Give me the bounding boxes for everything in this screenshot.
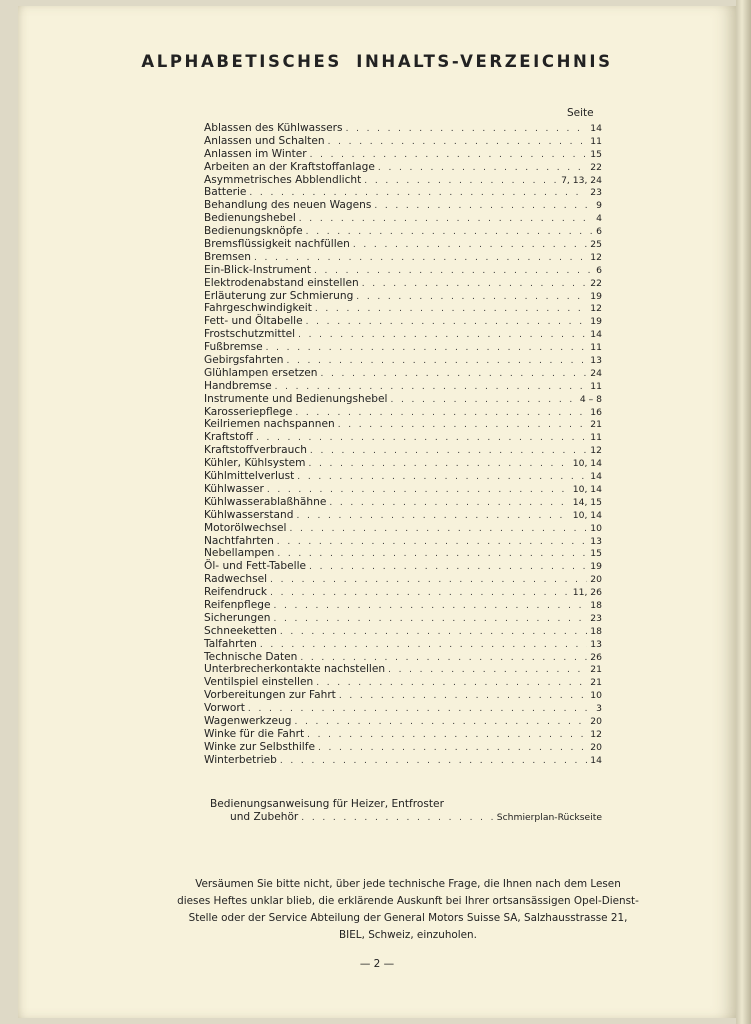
entry-page: 6 bbox=[596, 226, 602, 238]
index-entry bbox=[204, 431, 602, 444]
entry-label: Reifendruck bbox=[204, 586, 268, 599]
notice-line: Versäumen Sie bitte nicht, über jede technische Frage, die Ihnen nach dem Lesen bbox=[195, 878, 621, 890]
leader-dots bbox=[277, 536, 588, 549]
index-entry bbox=[204, 212, 602, 225]
entry-page: 15 bbox=[590, 548, 602, 560]
index-entry bbox=[204, 135, 602, 148]
index-entry bbox=[204, 174, 602, 187]
index-entry bbox=[204, 689, 602, 702]
entry-label: Talfahrten bbox=[204, 637, 257, 650]
entry-page: 11, 26 bbox=[572, 587, 602, 599]
entry-label: Frostschutzmittel bbox=[204, 328, 296, 341]
entry-page: 11 bbox=[590, 380, 602, 392]
leader-dots bbox=[329, 497, 569, 510]
index-entry bbox=[204, 728, 602, 741]
index-entry bbox=[204, 225, 602, 238]
entry-page: 12 bbox=[590, 303, 602, 315]
special-entry bbox=[210, 798, 602, 824]
leader-dots bbox=[378, 162, 587, 175]
entry-label: Bedienungsknöpfe bbox=[204, 225, 303, 238]
leader-dots bbox=[309, 458, 570, 471]
entry-page: 20 bbox=[590, 741, 602, 753]
entry-label: Motorölwechsel bbox=[204, 521, 287, 534]
leader-dots bbox=[280, 755, 587, 768]
leader-dots bbox=[290, 523, 588, 536]
leader-dots bbox=[294, 716, 587, 729]
index-entry bbox=[204, 186, 602, 199]
entry-label: Vorwort bbox=[204, 702, 245, 715]
entry-page: 10, 14 bbox=[572, 458, 602, 470]
leader-dots bbox=[374, 200, 593, 213]
leader-dots bbox=[270, 587, 570, 600]
entry-page: 4 – 8 bbox=[579, 393, 602, 405]
entry-page: 12 bbox=[590, 728, 602, 740]
index-entry bbox=[204, 354, 602, 367]
index-entry bbox=[204, 444, 602, 457]
index-entry bbox=[204, 264, 602, 277]
index-entry bbox=[204, 290, 602, 303]
index-entry bbox=[204, 535, 602, 548]
index-entry bbox=[204, 315, 602, 328]
entry-label: Bremsen bbox=[204, 250, 251, 263]
index-entry bbox=[204, 741, 602, 754]
entry-page: 4 bbox=[596, 213, 602, 225]
leader-dots bbox=[248, 703, 593, 716]
entry-label: Ventilspiel einstellen bbox=[204, 676, 314, 689]
index-entry bbox=[204, 328, 602, 341]
index-entry bbox=[204, 547, 602, 560]
entry-page: 7, 13, 24 bbox=[561, 174, 602, 186]
leader-dots bbox=[295, 407, 587, 420]
leader-dots bbox=[307, 729, 587, 742]
index-entry bbox=[204, 393, 602, 406]
index-entry bbox=[204, 522, 602, 535]
index-entry bbox=[204, 277, 602, 290]
entry-page: 12 bbox=[590, 251, 602, 263]
entry-page: 16 bbox=[590, 406, 602, 418]
entry-label: Erläuterung zur Schmierung bbox=[204, 289, 354, 302]
entry-page: 3 bbox=[596, 703, 602, 715]
leader-dots bbox=[362, 278, 588, 291]
index-entry bbox=[204, 418, 602, 431]
entry-label: Kühlwasser bbox=[204, 482, 264, 495]
index-entry bbox=[204, 651, 602, 664]
entry-label: Kühler, Kühlsystem bbox=[204, 457, 306, 470]
leader-dots bbox=[318, 742, 587, 755]
entry-page: 14, 15 bbox=[572, 496, 602, 508]
document-page bbox=[18, 6, 736, 1018]
leader-dots bbox=[315, 303, 587, 316]
special-entry-line2: und Zubehör bbox=[230, 811, 299, 823]
entry-label: Anlassen im Winter bbox=[204, 147, 307, 160]
entry-page: 10, 14 bbox=[572, 509, 602, 521]
index-entry bbox=[204, 625, 602, 638]
entry-page: 13 bbox=[590, 638, 602, 650]
entry-page: 14 bbox=[590, 123, 602, 134]
entry-label: Fett- und Öltabelle bbox=[204, 315, 303, 328]
entry-page: 22 bbox=[590, 277, 602, 289]
entry-label: Nachtfahrten bbox=[204, 534, 274, 547]
entry-page: 11 bbox=[590, 135, 602, 147]
entry-page: 18 bbox=[590, 599, 602, 611]
entry-page: 14 bbox=[590, 471, 602, 483]
index-entry bbox=[204, 122, 602, 135]
entry-label: Unterbrecherkontakte nachstellen bbox=[204, 663, 386, 676]
entry-label: Kühlwasserstand bbox=[204, 508, 294, 521]
entry-label: Winke zur Selbsthilfe bbox=[204, 740, 315, 753]
leader-dots bbox=[309, 561, 587, 574]
leader-dots bbox=[339, 690, 587, 703]
entry-page: 23 bbox=[590, 612, 602, 624]
leader-dots bbox=[346, 123, 588, 136]
index-entry bbox=[204, 638, 602, 651]
leader-dots bbox=[338, 419, 588, 432]
index-entry bbox=[204, 612, 602, 625]
leader-dots bbox=[296, 510, 569, 523]
leader-dots bbox=[280, 626, 587, 639]
index-entry bbox=[204, 302, 602, 315]
entry-page: 13 bbox=[590, 535, 602, 547]
page-edge bbox=[736, 0, 751, 1024]
leader-dots bbox=[353, 239, 587, 252]
entry-label: Nebellampen bbox=[204, 547, 275, 560]
leader-dots bbox=[390, 394, 576, 407]
notice-line: Stelle oder der Service Abteilung der General Motors Suisse SA, Salzhausstrasse 21, bbox=[188, 912, 628, 924]
entry-label: Vorbereitungen zur Fahrt bbox=[204, 689, 336, 702]
entry-page: 15 bbox=[590, 148, 602, 160]
entry-label: Winke für die Fahrt bbox=[204, 727, 305, 740]
entry-page: 18 bbox=[590, 625, 602, 637]
entry-page: 13 bbox=[590, 355, 602, 367]
entry-page: 22 bbox=[590, 161, 602, 173]
entry-label: Instrumente und Bedienungshebel bbox=[204, 392, 388, 405]
index-entry bbox=[204, 367, 602, 380]
leader-dots bbox=[277, 548, 587, 561]
index-entry bbox=[204, 715, 602, 728]
entry-label: Schneeketten bbox=[204, 624, 277, 637]
entry-page: 10, 14 bbox=[572, 483, 602, 495]
entry-label: Anlassen und Schalten bbox=[204, 134, 325, 147]
leader-dots bbox=[321, 368, 588, 381]
entry-page: 21 bbox=[590, 664, 602, 676]
leader-dots bbox=[270, 574, 587, 587]
leader-dots bbox=[299, 213, 593, 226]
page-title: ALPHABETISCHES INHALTS-VERZEICHNIS bbox=[141, 52, 613, 71]
leader-dots bbox=[306, 316, 588, 329]
entry-label: Kühlmittelverlust bbox=[204, 470, 295, 483]
entry-label: Ein-Blick-Instrument bbox=[204, 263, 312, 276]
entry-page: 19 bbox=[590, 290, 602, 302]
page-number: — 2 — bbox=[359, 958, 395, 970]
index-entry bbox=[204, 238, 602, 251]
entry-label: Kraftstoff bbox=[204, 431, 253, 444]
leader-dots bbox=[301, 812, 494, 825]
index-entry bbox=[204, 573, 602, 586]
entry-label: Glühlampen ersetzen bbox=[204, 366, 318, 379]
service-notice bbox=[138, 876, 678, 944]
leader-dots bbox=[364, 175, 558, 188]
entry-label: Asymmetrisches Abblendlicht bbox=[204, 173, 362, 186]
entry-page: 24 bbox=[590, 367, 602, 379]
leader-dots bbox=[297, 471, 587, 484]
entry-page: 20 bbox=[590, 715, 602, 727]
index-entry bbox=[204, 251, 602, 264]
leader-dots bbox=[273, 600, 587, 613]
entry-page: 9 bbox=[596, 200, 602, 212]
leader-dots bbox=[310, 445, 587, 458]
entry-label: Batterie bbox=[204, 186, 247, 199]
entry-label: Fahrgeschwindigkeit bbox=[204, 302, 312, 315]
entry-page: 19 bbox=[590, 316, 602, 328]
leader-dots bbox=[273, 613, 587, 626]
leader-dots bbox=[286, 355, 587, 368]
entry-page: 10 bbox=[590, 690, 602, 702]
entry-page: 14 bbox=[590, 329, 602, 341]
entry-label: Reifenpflege bbox=[204, 598, 271, 611]
notice-line: BIEL, Schweiz, einzuholen. bbox=[339, 929, 477, 941]
entry-page: 12 bbox=[590, 445, 602, 457]
entry-label: Technische Daten bbox=[204, 650, 298, 663]
index-entry bbox=[204, 560, 602, 573]
entry-label: Kühlwasserablaßhähne bbox=[204, 495, 327, 508]
leader-dots bbox=[266, 342, 588, 355]
entry-label: Kraftstoffverbrauch bbox=[204, 444, 307, 457]
entry-label: Arbeiten an der Kraftstoffanlage bbox=[204, 160, 375, 173]
index-entry bbox=[204, 754, 602, 767]
entry-label: Ablassen des Kühlwassers bbox=[204, 122, 343, 134]
index-entry bbox=[204, 199, 602, 212]
entry-label: Öl- und Fett-Tabelle bbox=[204, 560, 307, 573]
index-list bbox=[204, 122, 602, 767]
index-entry bbox=[204, 470, 602, 483]
entry-page: 21 bbox=[590, 677, 602, 689]
entry-label: Wagenwerkzeug bbox=[204, 714, 292, 727]
entry-label: Radwechsel bbox=[204, 573, 268, 586]
entry-label: Karosseriepflege bbox=[204, 405, 293, 418]
index-entry bbox=[204, 676, 602, 689]
index-entry bbox=[204, 406, 602, 419]
entry-page: 20 bbox=[590, 574, 602, 586]
entry-page: 6 bbox=[596, 264, 602, 276]
entry-label: Behandlung des neuen Wagens bbox=[204, 199, 372, 212]
entry-label: Bremsflüssigkeit nachfüllen bbox=[204, 238, 350, 251]
entry-label: Bedienungshebel bbox=[204, 212, 296, 225]
index-entry bbox=[204, 341, 602, 354]
index-entry bbox=[204, 586, 602, 599]
index-entry bbox=[204, 599, 602, 612]
special-entry-page: Schmierplan-Rückseite bbox=[496, 812, 602, 823]
page-column-header: Seite bbox=[567, 107, 594, 119]
leader-dots bbox=[388, 664, 587, 677]
index-entry bbox=[204, 496, 602, 509]
entry-page: 10 bbox=[590, 522, 602, 534]
leader-dots bbox=[316, 677, 587, 690]
entry-label: Gebirgsfahrten bbox=[204, 354, 284, 367]
special-entry-line1: Bedienungsanweisung für Heizer, Entfroster bbox=[210, 798, 444, 810]
entry-page: 19 bbox=[590, 561, 602, 573]
index-entry bbox=[204, 380, 602, 393]
entry-label: Elektrodenabstand einstellen bbox=[204, 276, 359, 289]
entry-page: 26 bbox=[590, 651, 602, 663]
leader-dots bbox=[356, 291, 587, 304]
entry-page: 25 bbox=[590, 239, 602, 251]
entry-label: Winterbetrieb bbox=[204, 753, 277, 766]
entry-page: 11 bbox=[590, 342, 602, 354]
entry-label: Handbremse bbox=[204, 379, 272, 392]
leader-dots bbox=[328, 136, 588, 149]
entry-page: 21 bbox=[590, 419, 602, 431]
index-entry bbox=[204, 702, 602, 715]
index-entry bbox=[204, 483, 602, 496]
entry-label: Keilriemen nachspannen bbox=[204, 418, 335, 431]
index-entry bbox=[204, 663, 602, 676]
entry-page: 11 bbox=[590, 432, 602, 444]
index-entry bbox=[204, 509, 602, 522]
entry-page: 23 bbox=[590, 187, 602, 199]
index-entry bbox=[204, 161, 602, 174]
notice-line: dieses Heftes unklar blieb, die erklärende Auskunft bei Ihrer ortsansässigen Opel-Dienst- bbox=[177, 895, 639, 907]
leader-dots bbox=[260, 639, 587, 652]
leader-dots bbox=[298, 329, 587, 342]
index-entry bbox=[204, 457, 602, 470]
index-entry bbox=[204, 148, 602, 161]
entry-label: Fußbremse bbox=[204, 341, 263, 354]
entry-label: Sicherungen bbox=[204, 611, 271, 624]
entry-page: 14 bbox=[590, 754, 602, 766]
